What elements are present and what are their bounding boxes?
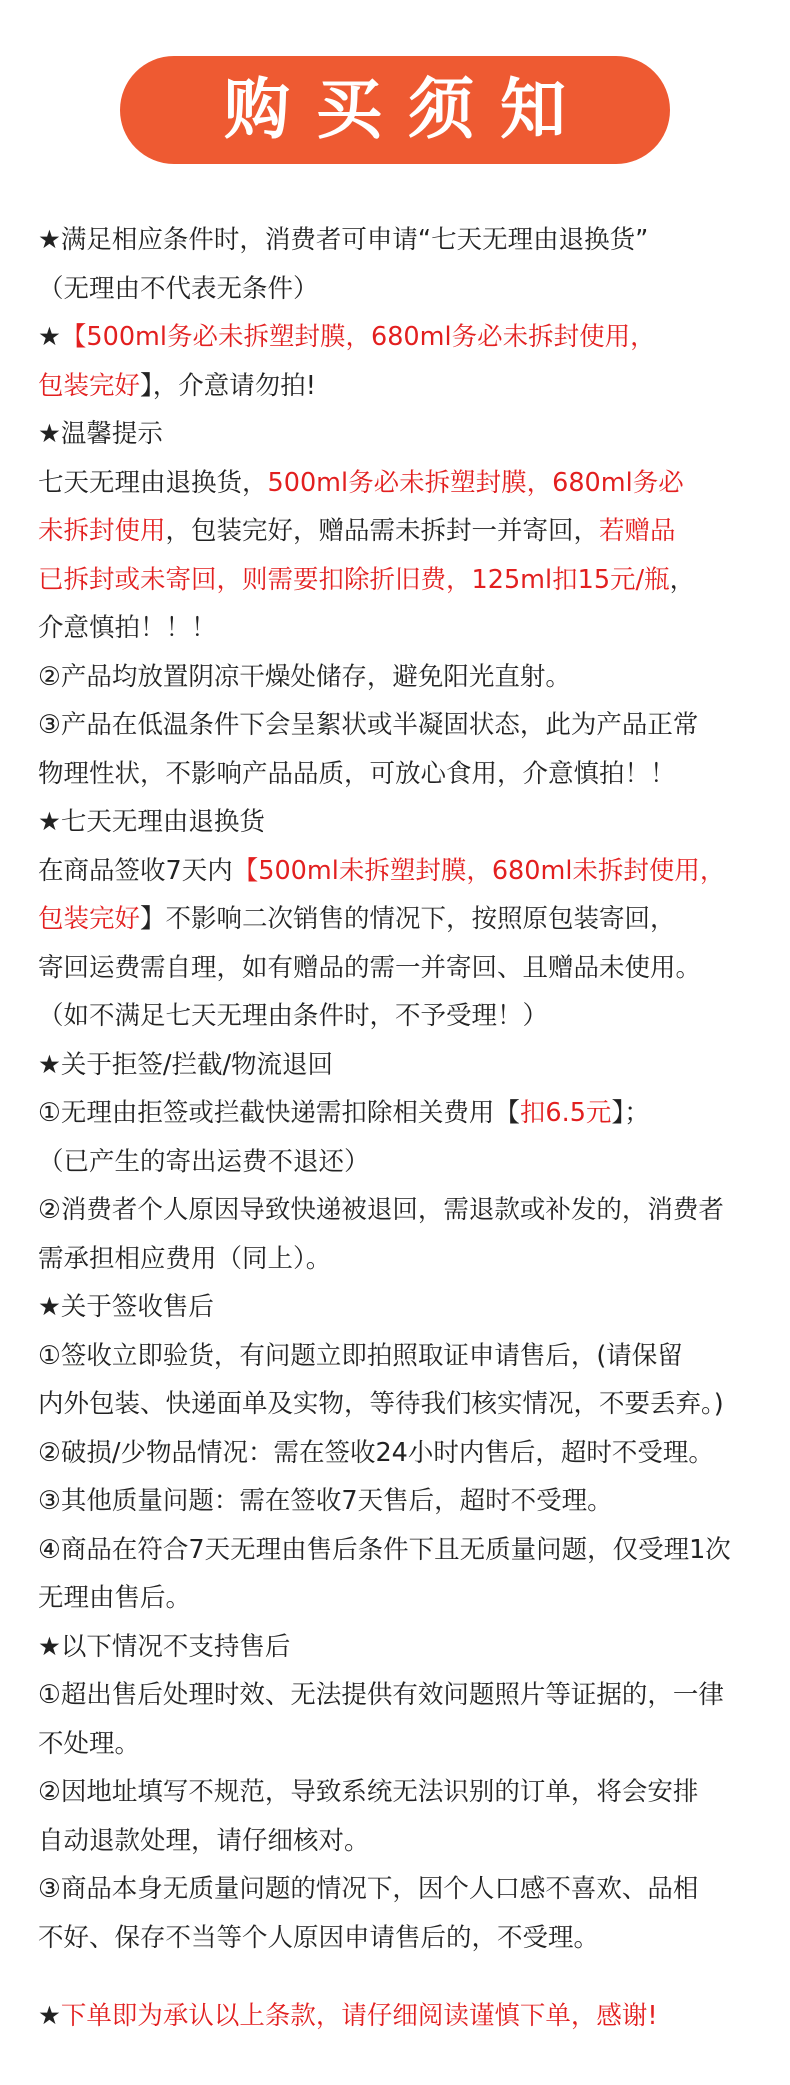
- body-text: （如不满足七天无理由条件时，不予受理！）: [38, 1001, 549, 1031]
- notice-line: [38, 1429, 778, 1478]
- notice-line: [38, 265, 778, 314]
- footer-notice: [38, 1992, 658, 2040]
- highlight-text: 未拆封使用: [38, 516, 166, 546]
- body-text: ★以下情况不支持售后: [38, 1631, 291, 1662]
- body-text: （已产生的寄出运费不退还）: [38, 1146, 370, 1177]
- notice-line: [38, 847, 778, 896]
- notice-line: [38, 1817, 778, 1866]
- highlight-text: 已拆封或未寄回，则需要扣除折旧费，125ml扣15元/瓶: [38, 564, 670, 595]
- body-text: 自动退款处理，请仔细核对。: [38, 1825, 370, 1856]
- body-text: 不处理。: [38, 1728, 141, 1759]
- highlight-text: 下单即为承认以上条款，请仔细阅读谨慎下单，感谢!: [60, 2001, 658, 2031]
- notice-line: [38, 1380, 778, 1429]
- notice-line: [38, 992, 778, 1041]
- body-text: ②产品均放置阴凉干燥处储存，避免阳光直射。: [38, 661, 571, 692]
- body-text: 在商品签收7天内: [38, 855, 233, 886]
- notice-line: [38, 1623, 778, 1672]
- notice-line: [38, 362, 778, 411]
- title-banner: [120, 56, 670, 164]
- body-text: 需承担相应费用（同上）。: [38, 1243, 332, 1274]
- body-text: ①超出售后处理时效、无法提供有效问题照片等证据的，一律: [38, 1680, 724, 1710]
- body-text: ③产品在低温条件下会呈絮状或半凝固状态，此为产品正常: [38, 710, 699, 740]
- notice-line: [38, 1283, 778, 1332]
- notice-line: [38, 1671, 778, 1720]
- body-text: ③商品本身无质量问题的情况下，因个人口感不喜欢、品相: [38, 1874, 699, 1904]
- notice-line: [38, 750, 778, 799]
- notice-line: [38, 556, 778, 605]
- notice-line: [38, 798, 778, 847]
- notice-line: [38, 1914, 778, 1963]
- notice-line: [38, 1477, 778, 1526]
- notice-line: [38, 1574, 778, 1623]
- page-title: 购买须知: [224, 71, 592, 148]
- body-text: ★关于签收售后: [38, 1292, 214, 1322]
- notice-line: [38, 944, 778, 993]
- notice-line: [38, 1720, 778, 1769]
- body-text: ★满足相应条件时，消费者可申请“七天无理由退换货”: [38, 225, 649, 255]
- body-text: 】不影响二次销售的情况下，按照原包装寄回，: [140, 904, 676, 934]
- notice-line: [38, 507, 778, 556]
- body-text: ★: [38, 322, 61, 352]
- notice-line: [38, 895, 778, 944]
- notice-line: [38, 1526, 778, 1575]
- body-text: 七天无理由退换货，: [38, 467, 268, 498]
- body-text: ①无理由拒签或拦截快递需扣除相关费用【: [38, 1098, 520, 1128]
- body-text: ，: [669, 564, 696, 595]
- body-text: ★七天无理由退换货: [38, 807, 265, 837]
- notice-line: [38, 701, 778, 750]
- body-text: 介意慎拍！！！: [38, 613, 217, 643]
- body-text: 物理性状，不影响产品品质，可放心食用，介意慎拍！！: [38, 758, 676, 789]
- notice-line: [38, 1138, 778, 1187]
- notice-line: [38, 313, 778, 362]
- body-text: ★温馨提示: [38, 419, 163, 449]
- highlight-text: 【500ml未拆塑封膜，680ml未拆封使用，: [232, 855, 726, 886]
- body-text: ①签收立即验货，有问题立即拍照取证申请售后，(请保留: [38, 1340, 683, 1371]
- body-text: 内外包装、快递面单及实物，等待我们核实情况，不要丢弃。): [38, 1389, 724, 1419]
- body-text: ④商品在符合7天无理由售后条件下且无质量问题，仅受理1次: [38, 1534, 731, 1565]
- notice-line: [38, 604, 778, 653]
- notice-line: [38, 1332, 778, 1381]
- notice-line: [38, 1768, 778, 1817]
- body-text: ②破损/少物品情况：需在签收24小时内售后，超时不受理。: [38, 1437, 714, 1468]
- highlight-text: 500ml务必未拆塑封膜，680ml务必: [267, 467, 684, 498]
- body-text: ②因地址填写不规范，导致系统无法识别的订单，将会安排: [38, 1777, 699, 1807]
- notice-line: [38, 216, 778, 265]
- notice-line: [38, 1089, 778, 1138]
- highlight-text: 包装完好: [38, 904, 141, 934]
- highlight-text: 扣6.5元: [519, 1098, 612, 1128]
- highlight-text: 包装完好: [38, 370, 141, 401]
- notice-line: [38, 653, 778, 702]
- body-text: 不好、保存不当等个人原因申请售后的，不受理。: [38, 1922, 600, 1953]
- body-text: ★关于拒签/拦截/物流退回: [38, 1049, 334, 1080]
- notice-line: [38, 1186, 778, 1235]
- body-text: （无理由不代表无条件）: [38, 273, 319, 304]
- notice-line: [38, 1041, 778, 1090]
- highlight-text: 若赠品: [599, 516, 676, 546]
- star-marker: ★: [38, 2001, 61, 2031]
- body-text: ，包装完好，赠品需未拆封一并寄回，: [165, 516, 600, 546]
- body-text: ②消费者个人原因导致快递被退回，需退款或补发的，消费者: [38, 1195, 724, 1225]
- body-text: ③其他质量问题：需在签收7天售后，超时不受理。: [38, 1486, 613, 1516]
- notice-line: [38, 1865, 778, 1914]
- body-text: 】；: [611, 1098, 650, 1128]
- body-text: 】，介意请勿拍!: [140, 370, 316, 401]
- notice-line: [38, 410, 778, 459]
- notice-body: [38, 216, 778, 1962]
- notice-line: [38, 1235, 778, 1284]
- notice-line: [38, 459, 778, 508]
- body-text: 无理由售后。: [38, 1583, 192, 1613]
- highlight-text: 【500ml务必未拆塑封膜，680ml务必未拆封使用，: [60, 322, 656, 352]
- body-text: 寄回运费需自理，如有赠品的需一并寄回、且赠品未使用。: [38, 952, 702, 983]
